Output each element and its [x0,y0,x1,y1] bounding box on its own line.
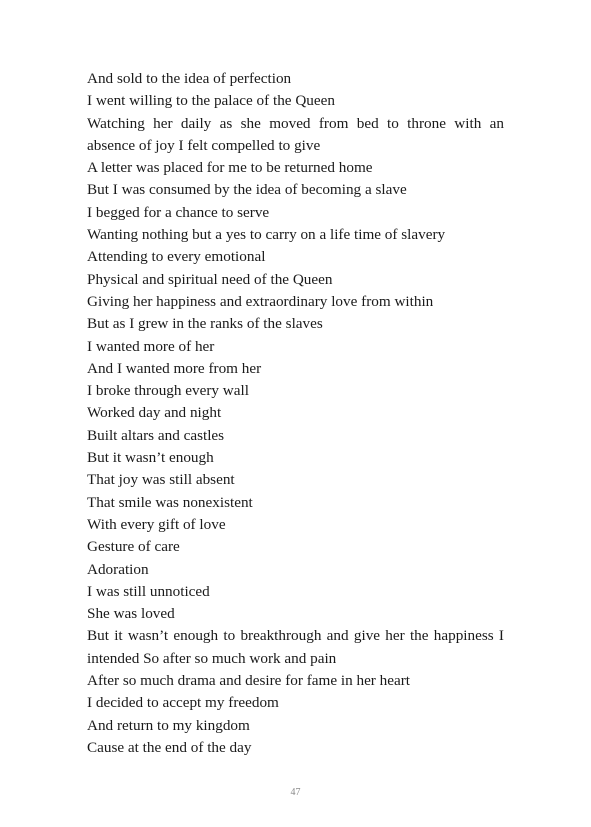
poem-line: But as I grew in the ranks of the slaves [87,315,323,333]
poem-line: She was loved [87,605,175,623]
poem-line: I was still unnoticed [87,582,210,600]
page-number: 47 [290,787,301,798]
poem-body [87,68,504,759]
poem-line: Gesture of care [87,538,180,556]
poem-line: Adoration [87,560,149,578]
poem-line: Giving her happiness and extraordinary love from within [87,292,434,310]
poem-line: And sold to the idea of perfection [87,70,292,87]
poem-line: And return to my kingdom [87,716,250,734]
poem-line: But I was consumed by the idea of becoming a slave [87,181,407,199]
poem-line: Attending to every emotional [87,248,266,266]
poem-line: And I wanted more from her [87,359,262,377]
poem-line: Wanting nothing but a yes to carry on a life time of slavery [87,226,446,244]
poem-line: I begged for a chance to serve [87,203,270,221]
poem-line: Physical and spiritual need of the Queen [87,270,333,288]
poem-line: But it wasn’t enough to breakthrough and give her the happiness I intended So after so much work and pain [87,627,504,667]
poem-line: Watching her daily as she moved from bed to throne with an absence of joy I felt compelled to give [87,114,504,154]
poem-line: A letter was placed for me to be returned home [87,159,373,177]
poem-line: Cause at the end of the day [87,738,252,756]
poem-line: I decided to accept my freedom [87,694,279,712]
poem-line: That smile was nonexistent [87,493,253,511]
poem-line: After so much drama and desire for fame in her heart [87,672,411,690]
poem-line: But it wasn’t enough [87,449,214,467]
poem-line: Built altars and castles [87,426,225,444]
poem-line: I went willing to the palace of the Queen [87,92,335,110]
poem-line: I broke through every wall [87,382,249,400]
poem-line: Worked day and night [87,404,222,422]
poem-line: I wanted more of her [87,337,215,355]
poem-line: That joy was still absent [87,471,235,489]
poem-line: With every gift of love [87,515,226,533]
